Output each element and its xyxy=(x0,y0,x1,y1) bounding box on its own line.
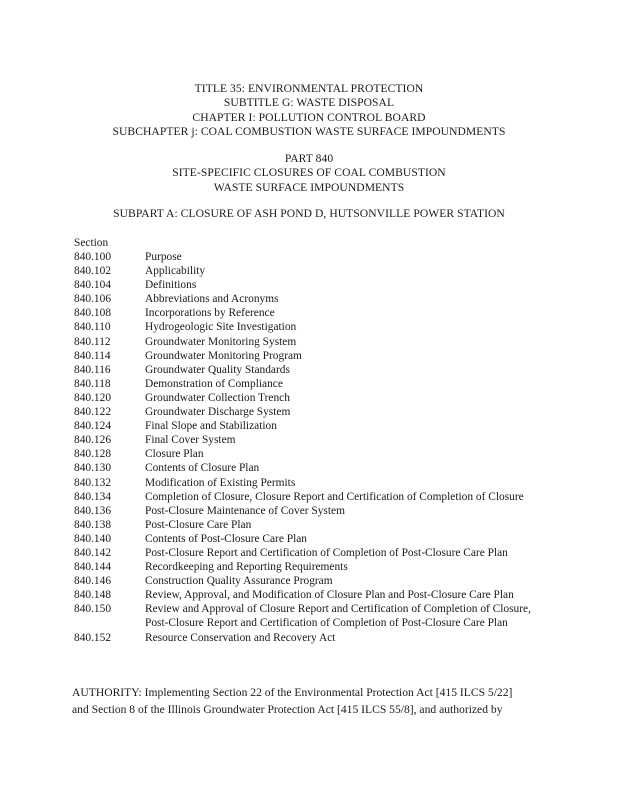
section-title: Incorporations by Reference xyxy=(145,307,275,320)
section-row xyxy=(74,447,544,461)
section-title: Construction Quality Assurance Program xyxy=(145,575,333,588)
section-title: Final Slope and Stabilization xyxy=(145,420,277,433)
section-title: Post-Closure Care Plan xyxy=(145,518,252,531)
chapter-line: CHAPTER I: POLLUTION CONTROL BOARD xyxy=(192,110,426,124)
section-row xyxy=(74,504,544,518)
section-number: 840.102 xyxy=(74,265,112,278)
section-number: 840.134 xyxy=(74,490,112,503)
section-row xyxy=(74,292,544,306)
section-title: Completion of Closure, Closure Report and Certification of Completion of Closure xyxy=(145,490,524,503)
authority-line-2: and Section 8 of the Illinois Groundwater Protection Act [415 ILCS 55/8], and authorized by xyxy=(72,703,503,717)
section-number: 840.152 xyxy=(74,631,112,644)
authority-note xyxy=(72,684,552,719)
section-row xyxy=(74,419,544,433)
part-title-line2: WASTE SURFACE IMPOUNDMENTS xyxy=(213,180,405,194)
part-title-line1: SITE-SPECIFIC CLOSURES OF COAL COMBUSTION xyxy=(172,166,446,180)
section-number: 840.130 xyxy=(74,462,112,475)
section-title: Recordkeeping and Reporting Requirements xyxy=(145,561,348,574)
section-list xyxy=(74,250,544,645)
section-number: 840.142 xyxy=(74,546,112,559)
part-header xyxy=(0,152,618,195)
section-number: 840.132 xyxy=(74,476,112,489)
section-title: Groundwater Discharge System xyxy=(145,406,291,419)
section-number: 840.114 xyxy=(74,349,111,362)
section-title: Purpose xyxy=(145,251,182,263)
section-number: 840.110 xyxy=(74,321,111,334)
section-row xyxy=(74,335,544,349)
authority-line-1: AUTHORITY: Implementing Section 22 of the Environmental Protection Act [415 ILCS 5/22] xyxy=(72,686,513,699)
section-title: Post-Closure Maintenance of Cover System xyxy=(145,504,345,517)
section-row xyxy=(74,278,544,292)
section-row xyxy=(74,574,544,588)
section-column-label: Section xyxy=(74,237,109,249)
section-number: 840.106 xyxy=(74,293,112,306)
section-title: Hydrogeologic Site Investigation xyxy=(145,321,297,334)
section-number: 840.146 xyxy=(74,575,112,588)
section-title: Applicability xyxy=(145,265,206,278)
section-row xyxy=(74,490,544,504)
section-title: Contents of Post-Closure Care Plan xyxy=(145,532,307,545)
section-number: 840.126 xyxy=(74,434,112,447)
section-number: 840.120 xyxy=(74,391,112,404)
section-number: 840.122 xyxy=(74,406,112,419)
section-row xyxy=(74,602,544,630)
section-row xyxy=(74,546,544,560)
section-title: Groundwater Collection Trench xyxy=(145,391,290,404)
section-title: Post-Closure Report and Certification of Completion of Post-Closure Care Plan xyxy=(145,546,508,559)
section-number: 840.108 xyxy=(74,307,112,320)
section-row xyxy=(74,405,544,419)
section-number: 840.100 xyxy=(74,251,112,263)
section-number: 840.124 xyxy=(74,420,112,433)
section-title: Review, Approval, and Modification of Closure Plan and Post-Closure Care Plan xyxy=(145,589,514,602)
section-row xyxy=(74,560,544,574)
section-title: Groundwater Monitoring System xyxy=(145,335,297,348)
section-number: 840.138 xyxy=(74,518,112,531)
section-row xyxy=(74,518,544,532)
section-title: Resource Conservation and Recovery Act xyxy=(145,631,336,644)
part-number: PART 840 xyxy=(284,152,334,165)
section-number: 840.136 xyxy=(74,504,112,517)
section-title: Modification of Existing Permits xyxy=(145,476,296,489)
section-row xyxy=(74,476,544,490)
section-title: Final Cover System xyxy=(145,434,236,447)
subpart-header xyxy=(0,207,618,221)
section-number: 840.144 xyxy=(74,561,112,574)
section-title: Definitions xyxy=(145,279,197,292)
section-number: 840.112 xyxy=(74,335,111,348)
section-row xyxy=(74,377,544,391)
section-title: Abbreviations and Acronyms xyxy=(145,293,279,306)
section-number: 840.140 xyxy=(74,532,112,545)
section-row xyxy=(74,250,544,264)
section-row xyxy=(74,320,544,334)
subpart-title: SUBPART A: CLOSURE OF ASH POND D, HUTSONVILLE POWER STATION xyxy=(113,207,505,220)
subchapter-line: SUBCHAPTER j: COAL COMBUSTION WASTE SURFACE IMPOUNDMENTS xyxy=(112,124,506,138)
section-title: Groundwater Monitoring Program xyxy=(145,349,302,362)
section-number: 840.148 xyxy=(74,589,112,602)
section-number: 840.104 xyxy=(74,279,112,292)
section-row xyxy=(74,631,544,645)
section-title: Closure Plan xyxy=(145,448,204,461)
subtitle-line: SUBTITLE G: WASTE DISPOSAL xyxy=(223,96,395,110)
section-number: 840.118 xyxy=(74,377,111,390)
section-number: 840.150 xyxy=(74,603,112,616)
section-row xyxy=(74,588,544,602)
section-row xyxy=(74,306,544,320)
section-row xyxy=(74,461,544,475)
section-row xyxy=(74,264,544,278)
section-row xyxy=(74,363,544,377)
section-number: 840.128 xyxy=(74,448,112,461)
title-line: TITLE 35: ENVIRONMENTAL PROTECTION xyxy=(194,82,424,95)
section-row xyxy=(74,532,544,546)
section-row xyxy=(74,433,544,447)
section-title: Contents of Closure Plan xyxy=(145,462,260,475)
section-number: 840.116 xyxy=(74,363,111,376)
section-row xyxy=(74,349,544,363)
section-title: Review and Approval of Closure Report and Certification of Completion of Closure, Post-Closure Report and Certification of Completion of Post-Closure Care Plan xyxy=(145,603,531,630)
section-title: Demonstration of Compliance xyxy=(145,377,283,390)
section-title: Groundwater Quality Standards xyxy=(145,363,290,376)
regulation-header xyxy=(0,82,618,139)
section-row xyxy=(74,391,544,405)
